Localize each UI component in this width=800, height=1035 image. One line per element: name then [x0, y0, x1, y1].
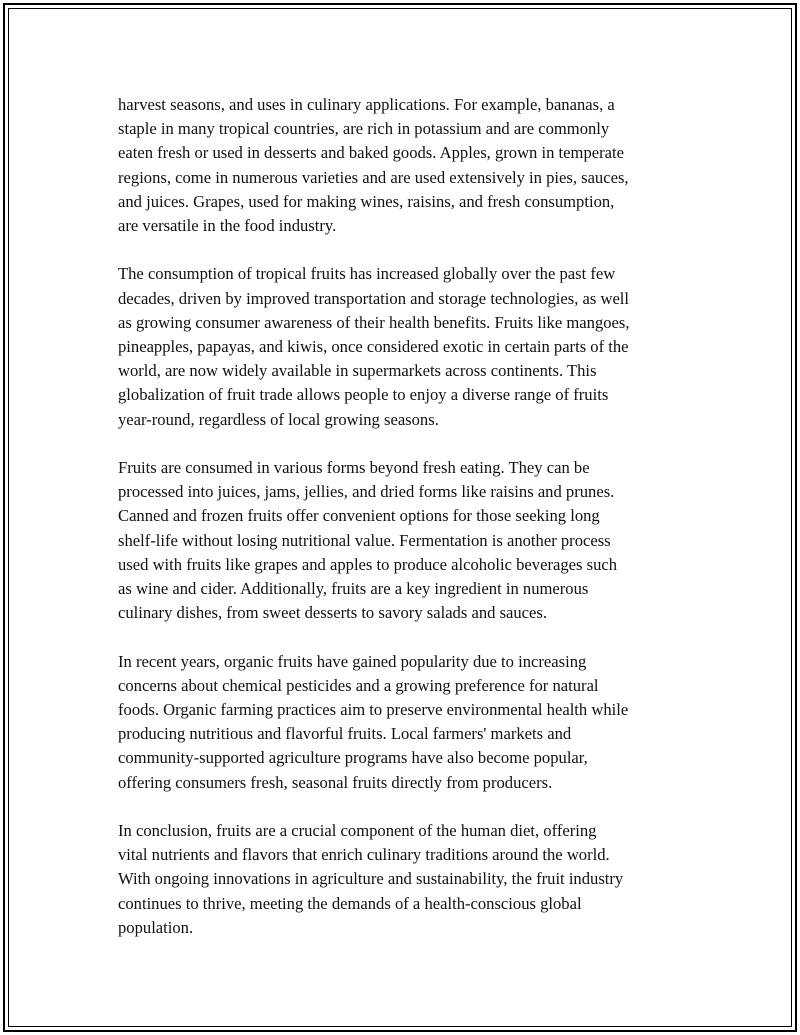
- paragraph-tropical-fruits: The consumption of tropical fruits has increased globally over the past few decades, driven by improved transportation and storage technologies, as well as growing consumer awareness of their health benefits. Fruits like mangoes, pineapples, papayas, and kiwis, once considered exotic in certain parts of the world, are now widely available in supermarkets across continents. This globalization of fruit trade allows people to enjoy a diverse range of fruits year-round, regardless of local growing seasons.: [118, 264, 630, 429]
- document-body: [118, 93, 698, 964]
- paragraph-fruit-forms: Fruits are consumed in various forms beyond fresh eating. They can be processed into juices, jams, jellies, and dried forms like raisins and prunes. Canned and frozen fruits offer convenient options for those seeking long shelf-life without losing nutritional value. Fermentation is another process used with fruits like grapes and apples to produce alcoholic beverages such as wine and cider. Additionally, fruits are a key ingredient in numerous culinary dishes, from sweet desserts to savory salads and sauces.: [118, 458, 618, 623]
- paragraph-fruit-varieties: harvest seasons, and uses in culinary applications. For example, bananas, a staple in many tropical countries, are rich in potassium and are commonly eaten fresh or used in desserts and baked goods. Apples, grown in temperate regions, come in numerous varieties and are used extensively in pies, sauces, and juices. Grapes, used for making wines, raisins, and fresh consumption, are versatile in the food industry.: [118, 95, 629, 236]
- paragraph-conclusion: In conclusion, fruits are a crucial component of the human diet, offering vital nutrients and flavors that enrich culinary traditions around the world. With ongoing innovations in agriculture and sustainability, the fruit industry continues to thrive, meeting the demands of a health-conscious global population.: [118, 821, 624, 937]
- paragraph-organic-fruits: In recent years, organic fruits have gained popularity due to increasing concerns about chemical pesticides and a growing preference for natural foods. Organic farming practices aim to preserve environmental health while producing nutritious and flavorful fruits. Local farmers' markets and community-supported agriculture programs have also become popular, offering consumers fresh, seasonal fruits directly from producers.: [118, 651, 629, 792]
